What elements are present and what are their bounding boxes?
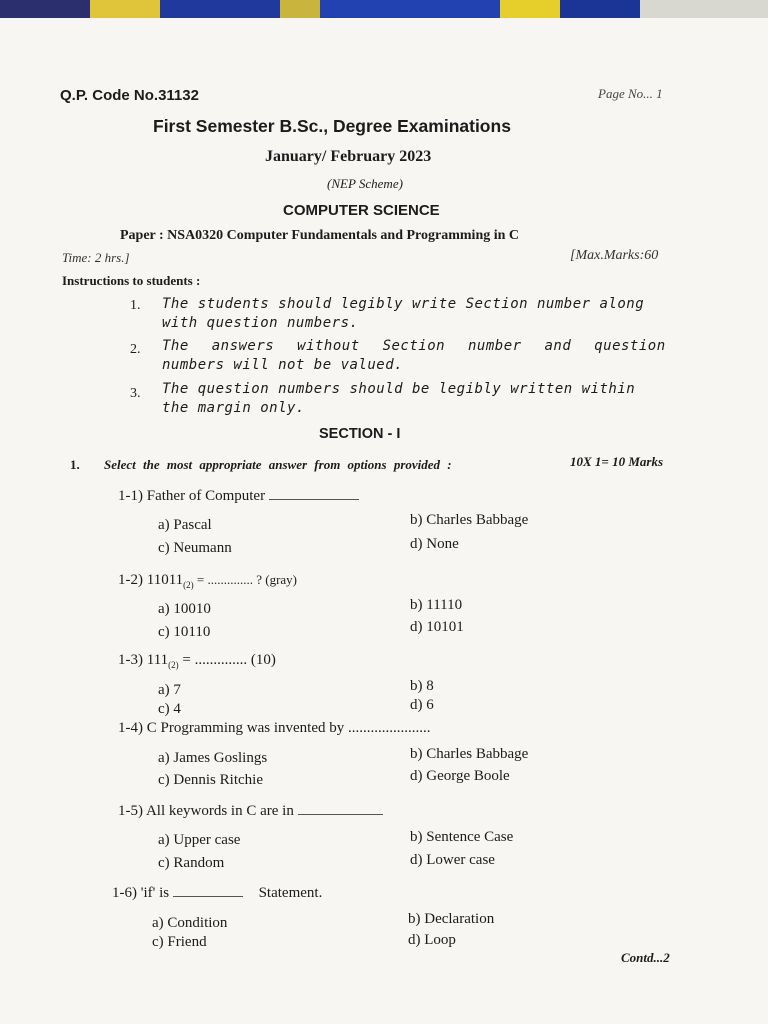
option-c: c) Neumann	[158, 540, 232, 556]
subquestion-label: 1-2)	[118, 572, 143, 588]
instruction-number: 3.	[130, 386, 141, 401]
option-a: a) 7	[158, 682, 181, 698]
option-b: b) 8	[410, 678, 434, 694]
page-number: Page No... 1	[598, 86, 663, 101]
option-d: d) 6	[410, 697, 434, 713]
option-d: d) 10101	[410, 619, 464, 635]
section-title: SECTION - I	[319, 426, 401, 442]
option-d: d) None	[410, 536, 459, 552]
option-a: a) Condition	[152, 915, 228, 931]
max-marks: [Max.Marks:60	[570, 248, 659, 263]
option-b: b) Sentence Case	[410, 829, 514, 845]
answer-blank	[298, 814, 383, 815]
subquestion-1-3: 1-3) $111_{(2)}$ = .............. (10)	[118, 652, 276, 670]
option-c: c) Friend	[152, 934, 207, 950]
subquestion-text: Father of Computer	[146, 488, 266, 504]
subquestion-1-6: 1-6) 'if' is Statement.	[112, 885, 323, 901]
subquestion-label: 1-6)	[112, 885, 137, 901]
instruction-item: The answers without Section number and question numbers will not be valued.	[162, 338, 666, 373]
option-b: b) 11110	[410, 597, 463, 613]
continued-note: Contd...2	[621, 950, 670, 965]
option-a: a) 10010	[158, 601, 211, 617]
subquestion-text: All keywords in C are in	[145, 803, 294, 819]
subquestion-label: 1-3)	[118, 652, 143, 668]
exam-scheme: (NEP Scheme)	[327, 176, 403, 191]
option-c: c) 4	[158, 701, 181, 717]
option-b: b) Charles Babbage	[410, 746, 529, 762]
answer-blank	[173, 896, 243, 897]
subject-title: COMPUTER SCIENCE	[283, 202, 440, 219]
option-c: c) Random	[158, 855, 225, 871]
subquestion-1-5	[118, 803, 383, 820]
option-a: a) James Goslings	[158, 750, 268, 766]
instruction-item: The students should legibly write Section number along with question numbers.	[162, 296, 645, 331]
question-number: 1.	[70, 457, 80, 472]
option-c: c) Dennis Ritchie	[158, 772, 263, 788]
option-a: a) Upper case	[158, 832, 241, 848]
subquestion-1-4	[118, 720, 430, 737]
answer-blank	[269, 499, 359, 500]
instruction-number: 2.	[130, 342, 141, 357]
exam-title: First Semester B.Sc., Degree Examinations	[153, 116, 511, 136]
subquestion-label: 1-1)	[118, 488, 143, 504]
subquestion-text: 'if' is	[140, 885, 170, 901]
subquestion-label: 1-5)	[118, 803, 143, 819]
subquestion-label: 1-4)	[118, 720, 143, 736]
option-d: d) George Boole	[410, 768, 510, 784]
qp-code: Q.P. Code No.31132	[60, 87, 199, 104]
option-c: c) 10110	[158, 624, 211, 640]
subquestion-text: 111	[146, 652, 169, 668]
subquestion-1-1	[118, 488, 359, 505]
subquestion-text: C Programming was invented by ......................	[146, 720, 431, 736]
option-b: b) Charles Babbage	[410, 512, 529, 528]
option-d: d) Loop	[408, 932, 456, 948]
option-d: d) Lower case	[410, 852, 495, 868]
top-edge-band	[0, 0, 768, 18]
subquestion-text: 11011	[146, 572, 184, 588]
exam-time: Time: 2 hrs.]	[62, 250, 130, 265]
subquestion-1-2: 1-2) $11011_{(2)}$ = .............. ? (gray)	[118, 572, 297, 590]
exam-session: January/ February 2023	[265, 148, 432, 165]
question-marks: 10X 1= 10 Marks	[570, 454, 664, 469]
instruction-number: 1.	[130, 298, 141, 313]
option-a: a) Pascal	[158, 517, 212, 533]
instructions-label: Instructions to students :	[62, 273, 201, 288]
option-b: b) Declaration	[408, 911, 495, 927]
instruction-item: The question numbers should be legibly written within the margin only.	[162, 381, 636, 416]
paper-title: Paper : NSA0320 Computer Fundamentals and Programming in C	[120, 228, 520, 243]
question-instruction: Select the most appropriate answer from options provided :	[104, 457, 452, 472]
